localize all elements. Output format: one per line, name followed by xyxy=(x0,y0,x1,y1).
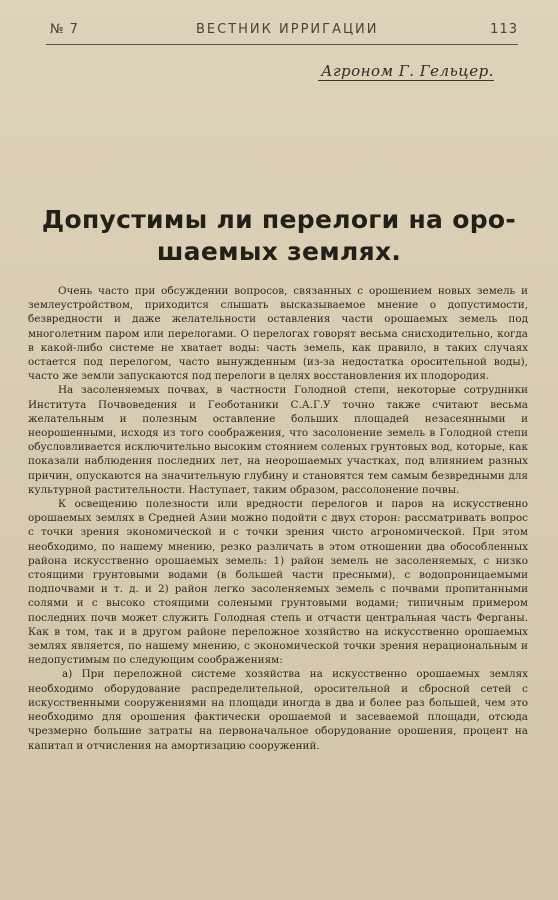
paragraph-4: а) При переложной системе хозяйства на искусственно орошаемых землях необходимо оборудование распределительной, оросительной и сбросной сетей с искусственными сооружениями на площади иногда в два и более раз большей, чем это необходимо для орошения фактически орошаемой и засеваемой площади, отсюда чрезмерно большие затраты на первоначальное оборудование орошения, процент на капитал и отчисления на амортизацию сооружений. xyxy=(28,668,528,752)
author-underline xyxy=(318,80,494,81)
paragraph-1: Очень часто при обсуждении вопросов, связанных с орошением новых земель и землеустройством, приходится слышать высказываемое мнение о допустимости, безвредности и даже желательности оставления части орошаемых земель под многолетним паром или перелогами. О перелогах говорят весьма снисходительно, когда в какой-либо системе не хватает воды: часть земель, как правило, в таких случаях остается под перелогом, часто вынужденным (из-за недостатка оросительной воды), часто же земли запускаются под перелоги в целях восстановления их плодородия. xyxy=(28,285,528,383)
issue-number: № 7 xyxy=(50,22,79,37)
page-number: 113 xyxy=(490,22,518,37)
article-author: Агроном Г. Гельцер. xyxy=(321,62,494,80)
article-body xyxy=(28,284,528,753)
title-line-1: Допустимы ли перелоги на оро- xyxy=(41,205,517,234)
journal-title: ВЕСТНИК ИРРИГАЦИИ xyxy=(196,22,379,37)
running-header xyxy=(46,20,518,40)
paragraph-3: К освещению полезности или вредности перелогов и паров на искусственно орошаемых землях в Средней Азии можно подойти с двух сторон: рассматривать вопрос с точки зрения экономической и с точки зрения чисто агрономической. При этом необходимо, по нашему мнению, резко различать в этом отношении два обособленных района искусственно орошаемых земель: 1) район земель не засоленяемых, с низко стоящими грунтовыми водами (в большей части пресными), с водопроницаемыми подпочвами и т. д. и 2) район легко засоленяемых земель с почвами пропитанными солями и с высоко стоящими солеными грунтовыми водами; типичным примером последних почв может служить Голодная степь и отчасти центральная часть Ферганы. Как в том, так и в другом районе переложное хозяйство на искусственно орошаемых землях является, по нашему мнению, с экономической точки зрения нерациональным и недопустимым по следующим соображениям: xyxy=(28,498,528,667)
paragraph-2: На засоленяемых почвах, в частности Голодной степи, некоторые сотрудники Института Почвоведения и Геоботаники С.А.Г.У точно также считают весьма желательным и полезным оставление больших площадей незасеянными и неорошенными, исходя из того соображения, что засолонение земель в Голодной степи обусловливается исключительно высоким стоянием соленых грунтовых вод, которые, как показали наблюдения последних лет, на неорошаемых участках, под влиянием разных причин, опускаются на значительную глубину и становятся тем самым безвредными для культурной растительности. Наступает, таким образом, рассолонение почвы. xyxy=(28,384,528,496)
article-title xyxy=(24,204,534,268)
title-line-2: шаемых землях. xyxy=(156,237,402,266)
header-rule xyxy=(46,44,518,45)
